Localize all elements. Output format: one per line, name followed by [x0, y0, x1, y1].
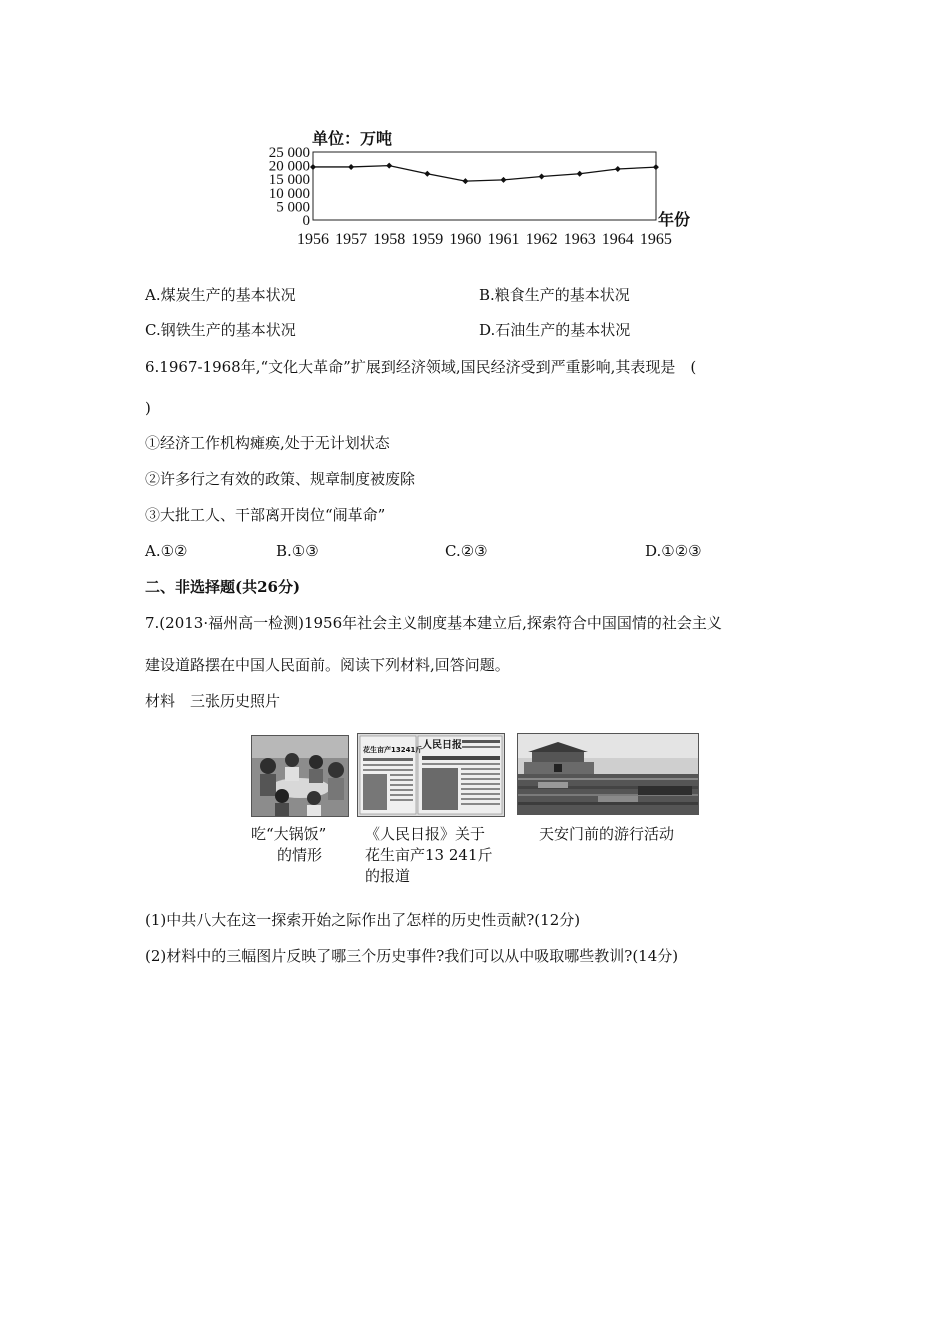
caption-photo-3: 天安门前的游行活动 — [539, 825, 675, 843]
data-point — [348, 164, 354, 170]
option-a[interactable]: A.煤炭生产的基本状况 — [145, 286, 296, 304]
sub-question-1: (1)中共八大在这一探索开始之际作出了怎样的历史性贡献?(12分) — [145, 911, 581, 929]
caption-photo-1-line1: 吃“大锅饭” — [251, 825, 327, 843]
q6-item-2: ②许多行之有效的政策、规章制度被废除 — [145, 470, 416, 488]
question-6-stem-end: ) — [145, 399, 151, 417]
sub-question-2: (2)材料中的三幅图片反映了哪三个历史事件?我们可以从中吸取哪些教训?(14分) — [145, 947, 679, 965]
x-tick-label: 1956 — [297, 231, 329, 248]
production-line-chart — [250, 122, 710, 250]
x-tick-label: 1961 — [487, 231, 520, 248]
caption-photo-2-line1: 《人民日报》关于 — [365, 825, 486, 843]
plot-frame — [313, 152, 656, 220]
caption-photo-2-line2: 花生亩产13 241斤 — [365, 846, 493, 864]
photo-communal-dining — [251, 735, 349, 817]
q6-item-1: ①经济工作机构瘫痪,处于无计划状态 — [145, 434, 390, 452]
q6-option-b[interactable]: B.①③ — [276, 542, 319, 560]
data-point — [462, 178, 468, 184]
x-tick-label: 1965 — [639, 231, 672, 248]
y-tick-label: 0 — [302, 213, 310, 229]
chart-unit-label: 单位：万吨 — [312, 131, 393, 148]
x-tick-label: 1964 — [601, 231, 634, 248]
data-point — [653, 164, 659, 170]
y-tick-label: 15 000 — [268, 172, 310, 189]
x-axis-label: 年份 — [658, 212, 691, 229]
question-6-stem: 6.1967-1968年,“文化大革命”扩展到经济领域,国民经济受到严重影响,其表现是 ( — [145, 358, 697, 376]
q6-option-a[interactable]: A.①② — [145, 542, 188, 560]
x-tick-label: 1960 — [449, 231, 482, 248]
caption-photo-2-line3: 的报道 — [365, 867, 411, 885]
y-tick-label: 5 000 — [276, 199, 310, 216]
data-point — [615, 166, 621, 172]
material-label: 材料 三张历史照片 — [145, 692, 281, 710]
option-b[interactable]: B.粮食生产的基本状况 — [479, 286, 630, 304]
newspaper-masthead: 人民日报 — [422, 740, 462, 751]
section-heading: 二、非选择题(共26分) — [145, 578, 301, 596]
q6-option-c[interactable]: C.②③ — [445, 542, 488, 560]
x-tick-label: 1958 — [373, 231, 406, 248]
y-tick-label: 20 000 — [268, 158, 310, 175]
question-7-line1: 7.(2013·福州高一检测)1956年社会主义制度基本建立后,探索符合中国国情的社会主义 — [145, 614, 722, 632]
question-7-line2: 建设道路摆在中国人民面前。阅读下列材料,回答问题。 — [145, 656, 510, 674]
series-line — [313, 166, 656, 182]
newspaper-headline: 花生亩产13241斤 — [363, 746, 423, 754]
q6-option-d[interactable]: D.①②③ — [645, 542, 702, 560]
x-tick-label: 1963 — [563, 231, 596, 248]
data-point — [539, 173, 545, 179]
caption-photo-1-line2: 的情形 — [277, 846, 323, 864]
x-tick-label: 1957 — [335, 231, 368, 248]
photo-tiananmen-parade — [517, 733, 699, 815]
x-tick-label: 1962 — [525, 231, 558, 248]
data-point — [310, 164, 316, 170]
y-tick-label: 25 000 — [268, 145, 310, 161]
option-c[interactable]: C.钢铁生产的基本状况 — [145, 321, 296, 339]
q6-item-3: ③大批工人、干部离开岗位“闹革命” — [145, 506, 386, 524]
data-point — [501, 177, 507, 183]
x-tick-label: 1959 — [411, 231, 444, 248]
data-point — [424, 171, 430, 177]
option-d[interactable]: D.石油生产的基本状况 — [479, 321, 631, 339]
data-point — [386, 163, 392, 169]
photo-peoples-daily — [357, 733, 505, 817]
y-tick-label: 10 000 — [268, 185, 310, 202]
data-point — [577, 171, 583, 177]
